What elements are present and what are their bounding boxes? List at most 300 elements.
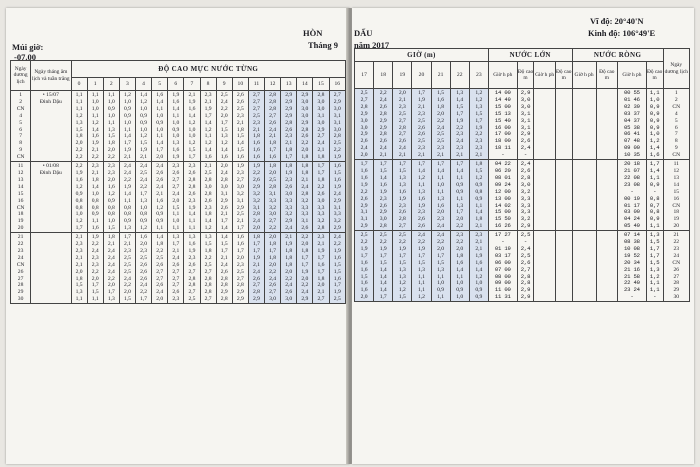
- water-level-value: 2,8: [204, 275, 212, 282]
- water-level-value: 3,1: [317, 112, 325, 119]
- water-level-value: 2,1: [456, 152, 464, 159]
- water-level-value: 2,4: [269, 275, 277, 282]
- water-level-value: 1,9: [398, 195, 406, 202]
- water-level-value: 2,1: [156, 190, 164, 197]
- water-level-value: 1,7: [220, 247, 228, 254]
- hour-header: 0: [71, 78, 87, 91]
- water-level-value: 2,2: [140, 289, 148, 296]
- water-level-value: 2,4: [140, 176, 148, 183]
- water-level-value: 1,6: [252, 140, 260, 147]
- hour-value-column: [355, 89, 374, 160]
- solar-day-header: Ngày dương lịch: [663, 49, 689, 89]
- solar-day: 13: [17, 176, 24, 183]
- water-level-value: 2,3: [456, 131, 464, 138]
- water-level-value: 1,7: [107, 289, 115, 296]
- left-page: [6, 8, 350, 464]
- water-level-value: 2,5: [236, 211, 244, 218]
- water-level-value: 1,0: [75, 211, 83, 218]
- water-level-value: 2,9: [285, 218, 293, 225]
- water-level-value: 2,1: [204, 163, 212, 170]
- solar-day: 6: [674, 124, 678, 131]
- water-level-value: 1,6: [333, 176, 341, 183]
- water-level-value: 3,0: [317, 98, 325, 105]
- longitude-label: Kinh độ: 106°49'E: [588, 28, 656, 38]
- high-water-value: 13 00: [494, 194, 511, 202]
- water-level-value: 2,2: [301, 140, 309, 147]
- water-level-value: 1,7: [456, 161, 464, 168]
- water-level-value: 3,0: [301, 112, 309, 119]
- right-tide-extremes-table: [354, 48, 690, 302]
- hour-value-column: [136, 91, 152, 162]
- water-level-value: 3,0: [317, 105, 325, 112]
- water-level-value: 1,4: [204, 119, 212, 126]
- hour-value-column: [152, 162, 168, 233]
- water-level-value: 1,5: [204, 241, 212, 248]
- water-level-value: 2,5: [417, 138, 425, 145]
- water-level-value: 1,9: [140, 147, 148, 154]
- water-level-value: 1,8: [301, 247, 309, 254]
- water-level-value: 1,5: [379, 259, 387, 266]
- water-level-value: 1,0: [172, 133, 180, 140]
- hour-value-column: [248, 91, 264, 162]
- water-level-value: 2,3: [140, 247, 148, 254]
- water-level-value: 1,1: [475, 202, 483, 209]
- water-level-value: 1,3: [398, 266, 406, 273]
- water-level-value: 2,3: [456, 232, 464, 239]
- water-level-value: 1,7: [188, 154, 196, 161]
- water-level-value: 1,6: [379, 181, 387, 188]
- high-water-value: 3,3: [520, 201, 531, 209]
- solar-day: 19: [17, 218, 24, 225]
- water-level-value: 2,1: [236, 218, 244, 225]
- water-level-value: 1,9: [188, 204, 196, 211]
- water-level-value: 0,9: [456, 188, 464, 195]
- water-level-value: 1,7: [437, 161, 445, 168]
- water-level-value: 2,6: [156, 282, 164, 289]
- low-water-value: 08 38: [624, 238, 640, 246]
- water-level-value: 1,5: [123, 296, 131, 303]
- water-level-value: 1,4: [156, 140, 164, 147]
- water-level-value: 1,6: [75, 176, 83, 183]
- water-level-value: 1,3: [188, 234, 196, 241]
- solar-day: 19: [673, 216, 680, 223]
- high-water-value: 17 27: [494, 231, 511, 239]
- water-level-value: 2,1: [317, 289, 325, 296]
- solar-day: 16: [673, 195, 680, 202]
- water-level-value: 2,4: [285, 282, 293, 289]
- low-water-value: 0,9: [649, 116, 660, 124]
- water-level-value: 1,8: [456, 252, 464, 259]
- water-level-value: 0,9: [156, 119, 164, 126]
- water-level-value: 2,0: [252, 225, 260, 232]
- high-water-column: [488, 89, 517, 160]
- hour-value-column: [216, 91, 232, 162]
- water-level-value: 2,7: [156, 275, 164, 282]
- water-level-value: 2,0: [360, 294, 368, 301]
- water-level-value: 2,8: [252, 289, 260, 296]
- water-level-value: 0,9: [140, 112, 148, 119]
- solar-day: 12: [673, 167, 680, 174]
- water-level-value: 3,1: [236, 197, 244, 204]
- water-level-value: 1,4: [220, 234, 228, 241]
- water-level-value: 2,9: [301, 119, 309, 126]
- hour-value-column: [412, 231, 431, 302]
- water-level-value: 2,2: [107, 154, 115, 161]
- solar-day: CN: [672, 103, 681, 110]
- water-level-value: 1,6: [360, 167, 368, 174]
- water-level-value: 1,6: [236, 234, 244, 241]
- high-water-value: 15 40: [494, 116, 511, 124]
- water-level-value: 2,4: [437, 223, 445, 230]
- water-level-value: 1,1: [123, 126, 131, 133]
- water-level-value: 2,6: [172, 169, 180, 176]
- high-water-column: [517, 231, 534, 302]
- water-level-value: 1,2: [156, 204, 164, 211]
- water-level-value: 2,0: [301, 147, 309, 154]
- water-level-value: 2,2: [252, 169, 260, 176]
- water-level-value: 1,4: [220, 147, 228, 154]
- water-level-value: 2,2: [456, 239, 464, 246]
- solar-day: 23: [17, 247, 24, 254]
- solar-day: 27: [17, 275, 24, 282]
- water-level-value: 1,9: [398, 245, 406, 252]
- low-water-value: -: [630, 187, 634, 195]
- solar-day: 26: [673, 266, 680, 273]
- water-level-value: 1,1: [204, 133, 212, 140]
- solar-day: 1: [674, 90, 678, 96]
- water-level-value: 2,5: [140, 254, 148, 261]
- high-water-value: 2,9: [520, 286, 531, 294]
- water-level-value: 1,0: [140, 126, 148, 133]
- solar-day: 2: [19, 98, 22, 105]
- water-level-value: 1,3: [398, 181, 406, 188]
- water-level-value: 1,2: [204, 126, 212, 133]
- water-level-value: 1,3: [398, 273, 406, 280]
- water-level-value: 1,5: [236, 147, 244, 154]
- water-level-value: 2,7: [252, 92, 260, 98]
- water-level-value: 1,8: [252, 234, 260, 241]
- water-level-value: 1,3: [75, 119, 83, 126]
- water-level-value: 1,5: [220, 241, 228, 248]
- time-subheader: Giờ h ph: [572, 62, 596, 89]
- water-level-value: 3,3: [269, 197, 277, 204]
- year-label: năm 2017: [354, 40, 390, 50]
- water-level-value: 1,9: [188, 98, 196, 105]
- water-level-value: 0,9: [107, 105, 115, 112]
- water-level-value: 1,3: [123, 225, 131, 232]
- water-level-value: 1,8: [107, 140, 115, 147]
- low-water-column: [596, 231, 618, 302]
- water-level-value: 3,1: [333, 112, 341, 119]
- water-level-value: 1,9: [172, 154, 180, 161]
- water-level-value: 1,3: [398, 174, 406, 181]
- water-level-value: 1,6: [360, 266, 368, 273]
- water-level-value: 2,8: [379, 223, 387, 230]
- water-level-value: 2,7: [333, 92, 341, 98]
- water-level-value: 2,6: [398, 209, 406, 216]
- hour-value-column: [450, 231, 469, 302]
- water-level-value: 3,2: [269, 204, 277, 211]
- high-water-value: 17 00: [494, 130, 511, 138]
- water-level-value: 1,0: [91, 105, 99, 112]
- hour-value-column: [248, 233, 264, 304]
- water-level-value: 1,5: [140, 140, 148, 147]
- high-water-value: 06 00: [494, 258, 511, 266]
- water-level-value: 2,5: [360, 232, 368, 239]
- hour-value-column: [329, 233, 345, 304]
- low-water-value: -: [653, 187, 657, 195]
- high-water-value: 3,2: [520, 215, 531, 223]
- water-level-value: 2,3: [236, 261, 244, 268]
- low-water-column: [618, 160, 647, 231]
- water-level-value: 2,1: [204, 98, 212, 105]
- water-level-value: 1,9: [285, 241, 293, 248]
- water-level-value: 1,4: [188, 211, 196, 218]
- water-level-value: 2,1: [475, 152, 483, 159]
- water-level-value: 1,5: [333, 169, 341, 176]
- water-level-value: 1,8: [252, 133, 260, 140]
- water-level-value: 1,2: [398, 287, 406, 294]
- water-level-value: 2,7: [317, 133, 325, 140]
- water-level-value: 1,1: [417, 280, 425, 287]
- water-level-value: 1,0: [107, 112, 115, 119]
- low-water-value: 1,3: [649, 265, 660, 273]
- water-level-value: 2,8: [220, 275, 228, 282]
- high-water-value: 2,8: [520, 173, 531, 181]
- water-level-value: 1,8: [269, 241, 277, 248]
- water-level-value: 1,9: [252, 163, 260, 170]
- solar-day: 20: [673, 223, 680, 230]
- water-level-value: 2,8: [379, 110, 387, 117]
- water-level-value: 2,6: [269, 119, 277, 126]
- water-level-value: 2,1: [107, 241, 115, 248]
- hour-value-column: [469, 89, 488, 160]
- water-level-value: 0,8: [91, 204, 99, 211]
- water-level-value: 2,1: [379, 152, 387, 159]
- water-level-value: 1,1: [188, 225, 196, 232]
- water-level-value: 2,8: [204, 176, 212, 183]
- lunar-day-column: [31, 233, 71, 304]
- water-level-value: 2,7: [252, 282, 260, 289]
- water-level-value: 1,0: [140, 204, 148, 211]
- solar-day: 16: [17, 197, 24, 204]
- high-water-value: 2,9: [520, 89, 531, 96]
- water-level-value: 1,6: [333, 254, 341, 261]
- water-level-value: 1,8: [301, 163, 309, 170]
- water-level-value: 1,7: [75, 225, 83, 232]
- water-level-value: 2,2: [91, 154, 99, 161]
- low-water-value: 04 37: [624, 116, 640, 124]
- water-level-value: 3,0: [220, 183, 228, 190]
- left-data-block: [11, 233, 346, 304]
- water-level-value: 2,5: [398, 232, 406, 239]
- water-level-value: 1,7: [417, 161, 425, 168]
- hour-value-column: [355, 160, 374, 231]
- water-level-value: 2,4: [317, 140, 325, 147]
- water-level-value: 1,6: [360, 259, 368, 266]
- water-level-value: 1,7: [123, 234, 131, 241]
- water-level-value: 1,3: [417, 188, 425, 195]
- hour-value-column: [281, 233, 297, 304]
- water-level-value: 2,0: [269, 261, 277, 268]
- water-level-value: 1,1: [156, 225, 164, 232]
- water-level-value: 1,7: [301, 254, 309, 261]
- water-level-value: 1,4: [123, 133, 131, 140]
- water-level-value: 1,9: [252, 254, 260, 261]
- high-water-value: 2,9: [520, 222, 531, 230]
- high-water-value: 3,1: [520, 123, 531, 131]
- water-level-value: 2,0: [75, 140, 83, 147]
- water-level-value: 2,8: [188, 282, 196, 289]
- water-level-value: 1,3: [140, 197, 148, 204]
- water-level-value: 0,9: [456, 287, 464, 294]
- water-level-value: 1,9: [236, 163, 244, 170]
- water-level-value: 1,3: [107, 296, 115, 303]
- water-level-value: 1,7: [140, 190, 148, 197]
- water-level-value: 2,3: [123, 247, 131, 254]
- hour-header: 6: [168, 78, 184, 91]
- water-level-value: 1,6: [140, 234, 148, 241]
- water-level-value: 1,6: [252, 154, 260, 161]
- water-level-value: 2,5: [220, 92, 228, 98]
- water-level-value: 1,2: [140, 133, 148, 140]
- water-level-value: 1,0: [156, 126, 164, 133]
- hour-value-column: [329, 162, 345, 233]
- water-level-value: 2,5: [236, 105, 244, 112]
- water-level-value: 2,6: [236, 92, 244, 98]
- water-level-value: 0,9: [156, 211, 164, 218]
- water-level-value: 2,6: [188, 190, 196, 197]
- water-level-value: 1,6: [236, 241, 244, 248]
- water-level-value: 1,8: [107, 234, 115, 241]
- lunar-note: Đinh Dậu: [39, 98, 62, 105]
- low-water-value: 07 48: [624, 137, 640, 145]
- water-level-value: 2,3: [252, 119, 260, 126]
- solar-day: 11: [17, 163, 24, 170]
- water-level-value: 1,1: [172, 211, 180, 218]
- water-level-value: 1,8: [285, 247, 293, 254]
- hour-value-column: [469, 231, 488, 302]
- low-water-value: 00 55: [624, 89, 640, 96]
- water-level-value: 2,8: [285, 119, 293, 126]
- water-level-value: 2,7: [172, 275, 180, 282]
- high-water-value: 2,4: [520, 160, 531, 168]
- high-water-value: 03 17: [494, 251, 511, 259]
- water-level-value: 1,5: [437, 259, 445, 266]
- water-level-value: 2,9: [285, 98, 293, 105]
- water-level-value: 2,0: [156, 154, 164, 161]
- water-level-value: 2,2: [301, 234, 309, 241]
- water-level-value: 1,0: [475, 280, 483, 287]
- water-level-value: 2,5: [398, 110, 406, 117]
- water-level-value: 2,9: [360, 202, 368, 209]
- water-level-value: 2,0: [220, 112, 228, 119]
- water-level-value: 2,5: [417, 117, 425, 124]
- solar-day: 7: [674, 131, 678, 138]
- low-water-column: [646, 160, 663, 231]
- high-water-value: 18 11: [494, 144, 511, 152]
- water-level-value: 2,0: [107, 147, 115, 154]
- water-level-value: 1,8: [236, 126, 244, 133]
- water-level-value: 1,4: [379, 287, 387, 294]
- water-level-value: 2,5: [437, 138, 445, 145]
- water-level-value: 1,7: [172, 241, 180, 248]
- hour-value-column: [431, 160, 450, 231]
- low-water-value: 1,3: [649, 231, 660, 239]
- water-level-value: 1,8: [475, 161, 483, 168]
- solar-day: 11: [673, 161, 679, 168]
- water-level-value: 1,2: [417, 174, 425, 181]
- high-water-title: NƯỚC LỚN: [488, 49, 572, 62]
- hour-value-column: [184, 233, 200, 304]
- water-level-value: 1,5: [417, 259, 425, 266]
- solar-day-column: [11, 91, 31, 162]
- high-water-value: 2,9: [520, 293, 531, 301]
- water-level-value: 1,2: [417, 294, 425, 301]
- low-water-value: -: [630, 293, 634, 301]
- water-level-value: 1,6: [252, 147, 260, 154]
- water-level-value: 2,6: [417, 216, 425, 223]
- water-level-value: 2,3: [285, 133, 293, 140]
- station-name-part1: HÒN: [303, 28, 323, 38]
- time-subheader: Giờ h ph: [618, 62, 647, 89]
- low-water-value: 03 37: [624, 109, 640, 117]
- water-level-value: 0,9: [123, 112, 131, 119]
- water-level-value: 1,1: [172, 112, 180, 119]
- water-level-value: 2,5: [140, 169, 148, 176]
- hour-header: 1: [87, 78, 103, 91]
- water-level-value: 0,9: [140, 218, 148, 225]
- water-level-value: 1,4: [417, 167, 425, 174]
- water-level-value: 1,1: [417, 181, 425, 188]
- hour-value-column: [450, 160, 469, 231]
- water-level-value: 0,9: [475, 181, 483, 188]
- water-level-value: 2,9: [252, 183, 260, 190]
- water-level-value: 2,5: [204, 169, 212, 176]
- water-level-value: 1,4: [188, 112, 196, 119]
- high-water-value: 2,4: [520, 144, 531, 152]
- water-level-value: 1,5: [188, 147, 196, 154]
- water-level-value: 2,4: [123, 163, 131, 170]
- water-level-value: 2,5: [333, 296, 341, 303]
- water-level-value: 1,7: [417, 252, 425, 259]
- water-level-value: 2,3: [475, 232, 483, 239]
- hour-header: 14: [297, 78, 313, 91]
- high-water-value: -: [523, 151, 528, 159]
- water-level-value: 2,3: [107, 169, 115, 176]
- water-level-value: 1,2: [475, 96, 483, 103]
- water-level-value: 1,2: [398, 280, 406, 287]
- water-level-value: 2,9: [236, 296, 244, 303]
- water-level-value: 2,3: [317, 234, 325, 241]
- low-water-value: 1,5: [649, 238, 660, 246]
- water-level-value: 1,1: [437, 174, 445, 181]
- water-level-value: 3,1: [269, 190, 277, 197]
- water-level-value: 1,4: [475, 266, 483, 273]
- water-level-value: 3,2: [285, 211, 293, 218]
- water-level-value: 1,4: [156, 98, 164, 105]
- high-water-value: 04 22: [494, 160, 511, 168]
- water-level-value: 1,9: [333, 183, 341, 190]
- water-level-value: 1,4: [91, 126, 99, 133]
- low-water-value: 1,1: [649, 173, 660, 181]
- water-level-value: 1,0: [188, 126, 196, 133]
- water-level-value: 1,9: [188, 247, 196, 254]
- water-level-value: 2,4: [107, 247, 115, 254]
- water-level-value: 2,1: [252, 261, 260, 268]
- hour-value-column: [393, 231, 412, 302]
- water-level-value: 2,2: [437, 117, 445, 124]
